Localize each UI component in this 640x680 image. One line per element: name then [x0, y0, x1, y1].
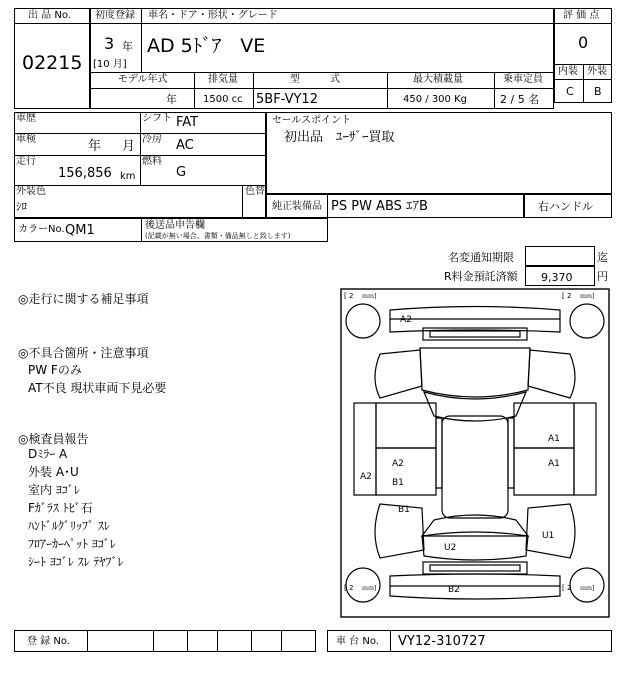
color-no-value: QM1: [65, 223, 95, 238]
damage-mark-left-side: A2: [360, 472, 372, 482]
defect-item: PW Fのみ: [28, 363, 82, 377]
inspector-item: ﾊﾝﾄﾞﾙｸﾞﾘｯﾌﾟ ｽﾚ: [28, 519, 110, 533]
sales-point-text: 初出品 ﾕｰｻﾞｰ買取: [284, 130, 395, 145]
exterior-label: 外装: [587, 66, 607, 77]
score-label: 評 価 点: [563, 10, 600, 21]
mileage-label: 走行: [16, 156, 36, 167]
aftermarket-label: 後送品申告欄: [145, 220, 205, 231]
chassis-row: [327, 630, 612, 652]
left-front-door: [376, 403, 436, 448]
color-no-row: [14, 218, 328, 242]
chassis-number: VY12-310727: [398, 634, 486, 649]
steering-value: 右ハンドル: [538, 200, 593, 213]
equipment-value: PS PW ABS ｴｱB: [331, 199, 428, 214]
lot-no-label: 出 品 No.: [28, 10, 71, 21]
right-front-door: [514, 403, 574, 448]
inspection-label: 車検: [16, 134, 36, 145]
defects-title: ◎不具合箇所・注意事項: [18, 346, 149, 360]
name-change-unit: 迄: [597, 251, 608, 264]
ext-color-label: 外装色: [16, 186, 46, 197]
interior-grade: C: [566, 85, 574, 98]
lot-no-label-cell: [14, 8, 90, 24]
mileage-unit: km: [120, 171, 136, 182]
damage-mark-left-door-b: B1: [392, 478, 404, 488]
tyre-depth-front-right: [ 2: [562, 292, 572, 300]
lot-no-cell: [14, 23, 90, 109]
first-reg-year: 3: [104, 34, 115, 53]
model-type-label: 型 式: [290, 74, 340, 85]
score-cell: [554, 23, 612, 65]
right-front-fender: [528, 350, 575, 398]
capacity-label: 乗車定員: [503, 74, 543, 85]
tyre-depth-unit: ｍｍ]: [580, 293, 595, 300]
history-label: 車歴: [16, 113, 36, 124]
model-year-label: モデル年式: [118, 74, 168, 85]
aftermarket-note: (記載が無い場合、書類・備品無しと致します): [145, 232, 291, 240]
damage-mark-front-bumper: A2: [400, 315, 412, 325]
capacity: 2 / 5 名: [500, 93, 540, 106]
mileage-value: 156,856: [58, 166, 112, 181]
first-reg-year-unit: 年: [122, 40, 133, 53]
tyre-front-right: [570, 304, 604, 338]
inspector-item: 外装 A･U: [28, 465, 79, 479]
vehicle-diagram: [340, 288, 610, 618]
steering-box: [524, 194, 612, 218]
tyre-depth-rear-left: [ 2: [344, 584, 354, 592]
inspector-item: ﾌﾛｱｰｶｰﾍﾟｯﾄ ﾖｺﾞﾚ: [28, 537, 116, 551]
exterior-label-cell: [583, 64, 612, 80]
max-load-label: 最大積載量: [413, 74, 463, 85]
fuel-label: 燃料: [142, 156, 162, 167]
driving-notes-title: ◎走行に関する補足事項: [18, 292, 149, 306]
interior-grade-cell: [554, 79, 584, 103]
shift-value: FAT: [176, 115, 199, 130]
roof: [442, 416, 508, 518]
model-type: 5BF-VY12: [256, 92, 318, 107]
ac-label: 冷房: [142, 134, 162, 145]
exterior-grade: B: [594, 85, 602, 98]
recycle-label: R料金預託済額: [444, 270, 518, 283]
damage-mark-right-rear-quarter: U1: [542, 531, 555, 541]
first-reg-label-cell: [90, 8, 142, 24]
registration-label: 登 録 No.: [27, 636, 70, 647]
recycle-value: 9,370: [541, 271, 573, 284]
ac-value: AC: [176, 138, 194, 153]
chassis-label: 車 台 No.: [336, 636, 379, 647]
first-reg-month: [10 月]: [93, 59, 127, 70]
ext-color-value: ｼﾛ: [16, 200, 27, 213]
vehicle-desc-label-cell: [141, 8, 554, 24]
displacement-label: 排気量: [208, 74, 238, 85]
equipment-label: 純正装備品: [272, 201, 322, 212]
interior-label-cell: [554, 64, 584, 80]
inspector-item: Fｶﾞﾗｽ ﾄﾋﾞ石: [28, 501, 93, 515]
recycle-unit: 円: [597, 270, 608, 283]
score-label-cell: [554, 8, 612, 24]
right-side-sill: [574, 403, 596, 495]
inspector-item: 室内 ﾖｺﾞﾚ: [28, 483, 80, 497]
windshield: [424, 392, 526, 421]
shift-label: シフト: [142, 113, 172, 124]
equipment-box: [266, 194, 524, 218]
tyre-depth-front-left: [ 2: [344, 292, 354, 300]
damage-mark-right-front-door: A1: [548, 434, 560, 444]
first-reg-label: 初度登録: [95, 10, 135, 21]
left-front-fender: [375, 350, 422, 398]
left-rear-door: [376, 448, 436, 495]
vehicle-desc-label: 車名・ドア・形状・グレード: [148, 10, 278, 21]
name-change-label: 名変通知期限: [448, 251, 514, 264]
lot-no: 02215: [22, 52, 83, 74]
color-change-label: 色替: [245, 186, 265, 197]
damage-mark-left-door-a: A2: [392, 459, 404, 469]
inspector-item: Dﾐﾗｰ A: [28, 447, 68, 461]
color-no-label: カラーNo.: [18, 224, 65, 235]
tyre-depth-unit: ｍｍ]: [362, 585, 377, 592]
rear-lamp-bar: [423, 562, 527, 574]
rear-panel: [422, 536, 528, 560]
inspection-year: 年: [88, 139, 102, 154]
model-year-unit: 年: [166, 93, 177, 106]
sales-point-label: セールスポイント: [272, 115, 352, 126]
tyre-depth-rear-right: [ 2: [562, 584, 572, 592]
hood: [420, 348, 530, 397]
damage-mark-rear-bumper: B2: [448, 585, 460, 595]
interior-label: 内装: [558, 66, 578, 77]
sales-point-box: [266, 112, 612, 194]
damage-mark-rear-panel: U2: [444, 543, 457, 553]
inspector-title: ◎検査員報告: [18, 432, 89, 446]
tyre-depth-unit: ｍｍ]: [580, 585, 595, 592]
tyre-front-left: [346, 304, 380, 338]
fuel-value: G: [176, 165, 187, 180]
tyre-depth-unit: ｍｍ]: [362, 293, 377, 300]
max-load: 450 / 300 Kg: [403, 94, 467, 105]
registration-row: [14, 630, 316, 652]
right-rear-door: [514, 448, 574, 495]
damage-mark-right-rear-door: A1: [548, 459, 560, 469]
vehicle-name: AD 5ﾄﾞｱ VE: [147, 35, 266, 57]
displacement: 1500 cc: [203, 94, 243, 105]
inspector-item: ｼｰﾄ ﾖｺﾞﾚ ｽﾚ ﾃﾔﾌﾞﾚ: [28, 555, 124, 569]
defect-item: AT不良 現状車両下見必要: [28, 381, 167, 395]
recycle-field: [525, 266, 595, 286]
exterior-grade-cell: [583, 79, 612, 103]
name-change-field: [525, 246, 595, 266]
score-value: 0: [578, 33, 589, 52]
damage-mark-left-rear: B1: [398, 505, 410, 515]
inspection-month: 月: [122, 139, 136, 154]
